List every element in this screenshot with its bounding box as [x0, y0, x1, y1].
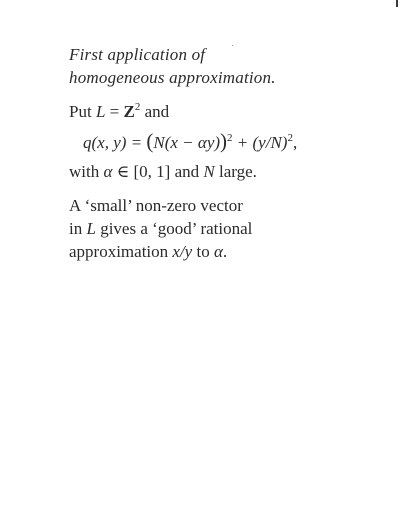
text-interval: ∈ [0, 1] and [112, 162, 204, 181]
paragraph-conclusion [69, 194, 389, 263]
var-alpha-2: α [213, 242, 223, 261]
conclusion-line-3b: to [192, 242, 214, 261]
var-L-2: L [86, 219, 96, 238]
paragraph-conditions [69, 160, 389, 183]
slide-content [69, 43, 389, 263]
slide-heading [69, 43, 389, 89]
conclusion-line-1: A ‘small’ non-zero vector [69, 196, 243, 215]
heading-line-1: First application of [69, 45, 206, 64]
conclusion-period: . [222, 242, 228, 261]
eq-inner: N(x − αy) [153, 133, 221, 152]
conclusion-line-2a: in [69, 219, 87, 238]
exponent-2: 2 [134, 101, 141, 113]
integers-Z: Z [123, 102, 135, 121]
text-equals: = [105, 102, 124, 121]
conclusion-line-2b: gives a ‘good’ rational [95, 219, 253, 238]
text-put: Put [69, 102, 96, 121]
var-alpha: α [103, 162, 113, 181]
text-and: and [140, 102, 170, 121]
text-large: large. [214, 162, 257, 181]
eq-big-close-paren: ) [220, 129, 228, 153]
eq-lhs: q(x, y) = [83, 133, 147, 152]
eq-big-open-paren: ( [146, 129, 154, 153]
eq-exponent-b: 2 [287, 132, 293, 144]
var-N: N [203, 162, 215, 181]
quadratic-form-equation [83, 131, 389, 154]
var-L: L [95, 102, 106, 121]
eq-second-term: + (y/N) [232, 133, 288, 152]
eq-exponent-a: 2 [227, 132, 233, 144]
conclusion-line-3a: approximation [69, 242, 173, 261]
text-with: with [69, 162, 104, 181]
eq-comma: , [292, 133, 298, 152]
edge-mark [396, 0, 398, 7]
var-x-over-y: x/y [172, 242, 193, 261]
paragraph-definition [69, 100, 389, 123]
heading-line-2: homogeneous approximation. [69, 68, 276, 87]
